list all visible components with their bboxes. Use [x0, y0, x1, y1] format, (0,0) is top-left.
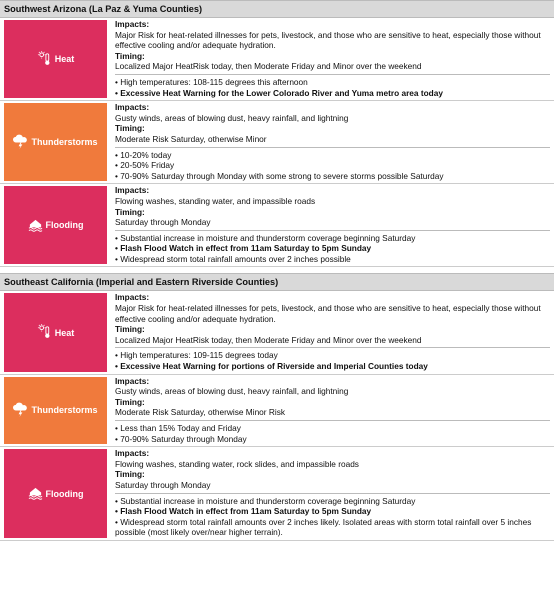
hazard-label-heat	[4, 293, 107, 371]
section-title: Southeast California (Imperial and Eastern Riverside Counties)	[0, 273, 554, 291]
hazard-label-thunderstorms	[4, 377, 107, 445]
hazard-label-text: Flooding	[45, 220, 84, 231]
bullet-item: • Excessive Heat Warning for portions of Riverside and Imperial Counties today	[115, 361, 428, 372]
thermometer-sun-icon	[37, 51, 52, 68]
bullet-item: • Substantial increase in moisture and thunderstorm coverage beginning Saturday	[115, 232, 416, 243]
bullet-item: • 20-50% Friday	[115, 160, 175, 171]
impacts-text: Major Risk for heat-related illnesses for pets, livestock, and those who are sensitive to heat, especially those without effective cooling and/or adequate hydration.	[115, 303, 541, 324]
hazard-label-text: Thunderstorms	[31, 405, 98, 416]
thunderstorm-cloud-icon	[13, 134, 28, 151]
bullet-item: • Excessive Heat Warning for the Lower Colorado River and Yuma metro area today	[115, 87, 443, 98]
hazard-label-flooding	[4, 449, 107, 538]
hazard-label-text: Thunderstorms	[31, 137, 98, 148]
thermometer-sun-icon	[37, 324, 52, 341]
hazard-content	[107, 375, 554, 447]
hazard-label-text: Heat	[54, 54, 75, 65]
impacts-heading: Impacts:	[115, 185, 150, 196]
hazard-content	[107, 18, 554, 100]
hazard-row-thunderstorms	[0, 101, 554, 184]
hazard-row-thunderstorms	[0, 375, 554, 448]
timing-text: Saturday through Monday	[115, 479, 211, 490]
timing-heading: Timing:	[115, 123, 145, 134]
section-arizona	[0, 0, 554, 267]
hazard-label-thunderstorms	[4, 103, 107, 181]
impacts-text: Major Risk for heat-related illnesses for pets, livestock, and those who are sensitive to heat, especially those without effective cooling and/or adequate hydration.	[115, 29, 541, 51]
flood-house-icon	[28, 485, 43, 502]
impacts-text: Flowing washes, standing water, and impassible roads	[115, 195, 316, 206]
bullet-item: • Substantial increase in moisture and thunderstorm coverage beginning Saturday	[115, 495, 416, 506]
impacts-text: Flowing washes, standing water, rock slides, and impassible roads	[115, 458, 359, 469]
bullet-item: • Widespread storm total rainfall amounts over 2 inches likely. Isolated areas with storm total rainfall over 5 inches possible (most likely over/near higher terrain).	[115, 516, 532, 538]
hazard-label-text: Heat	[54, 327, 75, 338]
bullet-item: • Widespread storm total rainfall amounts over 2 inches possible	[115, 253, 351, 264]
impacts-heading: Impacts:	[115, 292, 150, 303]
bullet-item: • Flash Flood Watch in effect from 11am Saturday to 5pm Sunday	[115, 506, 372, 517]
hazard-content	[107, 101, 554, 183]
timing-text: Moderate Risk Saturday, otherwise Minor	[115, 133, 267, 144]
timing-heading: Timing:	[115, 206, 145, 217]
bullet-item: • High temperatures: 109-115 degrees today	[115, 350, 278, 361]
hazard-content	[107, 291, 554, 373]
impacts-heading: Impacts:	[115, 448, 150, 459]
flood-house-icon	[28, 217, 43, 234]
impacts-text: Gusty winds, areas of blowing dust, heavy rainfall, and lightning	[115, 386, 349, 397]
bullet-item: • High temperatures: 108-115 degrees this afternoon	[115, 76, 308, 87]
thunderstorm-cloud-icon	[13, 402, 28, 419]
impacts-heading: Impacts:	[115, 102, 150, 113]
impacts-heading: Impacts:	[115, 19, 150, 29]
section-california	[0, 273, 554, 540]
timing-heading: Timing:	[115, 469, 145, 480]
hazard-row-flooding	[0, 447, 554, 541]
hazard-row-heat	[0, 291, 554, 374]
impacts-heading: Impacts:	[115, 375, 150, 386]
hazard-label-heat	[4, 20, 107, 98]
section-title: Southwest Arizona (La Paz & Yuma Counties)	[0, 0, 554, 18]
timing-heading: Timing:	[115, 324, 145, 335]
timing-text: Localized Major HeatRisk today, then Moderate Friday and Minor over the weekend	[115, 61, 422, 72]
hazard-content	[107, 184, 554, 266]
bullet-item: • Flash Flood Watch in effect from 11am Saturday to 5pm Sunday	[115, 243, 372, 254]
bullet-item: • 70-90% Saturday through Monday with some strong to severe storms possible Saturday	[115, 170, 444, 181]
hazard-row-heat	[0, 18, 554, 101]
bullet-item: • 70-90% Saturday through Monday	[115, 433, 247, 444]
hazard-row-flooding	[0, 184, 554, 267]
bullet-item: • 10-20% today	[115, 149, 172, 160]
timing-heading: Timing:	[115, 396, 145, 407]
timing-text: Moderate Risk Saturday, otherwise Minor Risk	[115, 407, 285, 418]
hazard-content	[107, 447, 554, 540]
bullet-item: • Less than 15% Today and Friday	[115, 423, 241, 433]
impacts-text: Gusty winds, areas of blowing dust, heavy rainfall, and lightning	[115, 112, 349, 123]
timing-heading: Timing:	[115, 50, 145, 61]
timing-text: Localized Major HeatRisk today, then Moderate Friday and Minor over the weekend	[115, 334, 422, 345]
timing-text: Saturday through Monday	[115, 217, 211, 228]
hazard-label-flooding	[4, 186, 107, 264]
hazard-label-text: Flooding	[45, 488, 84, 499]
